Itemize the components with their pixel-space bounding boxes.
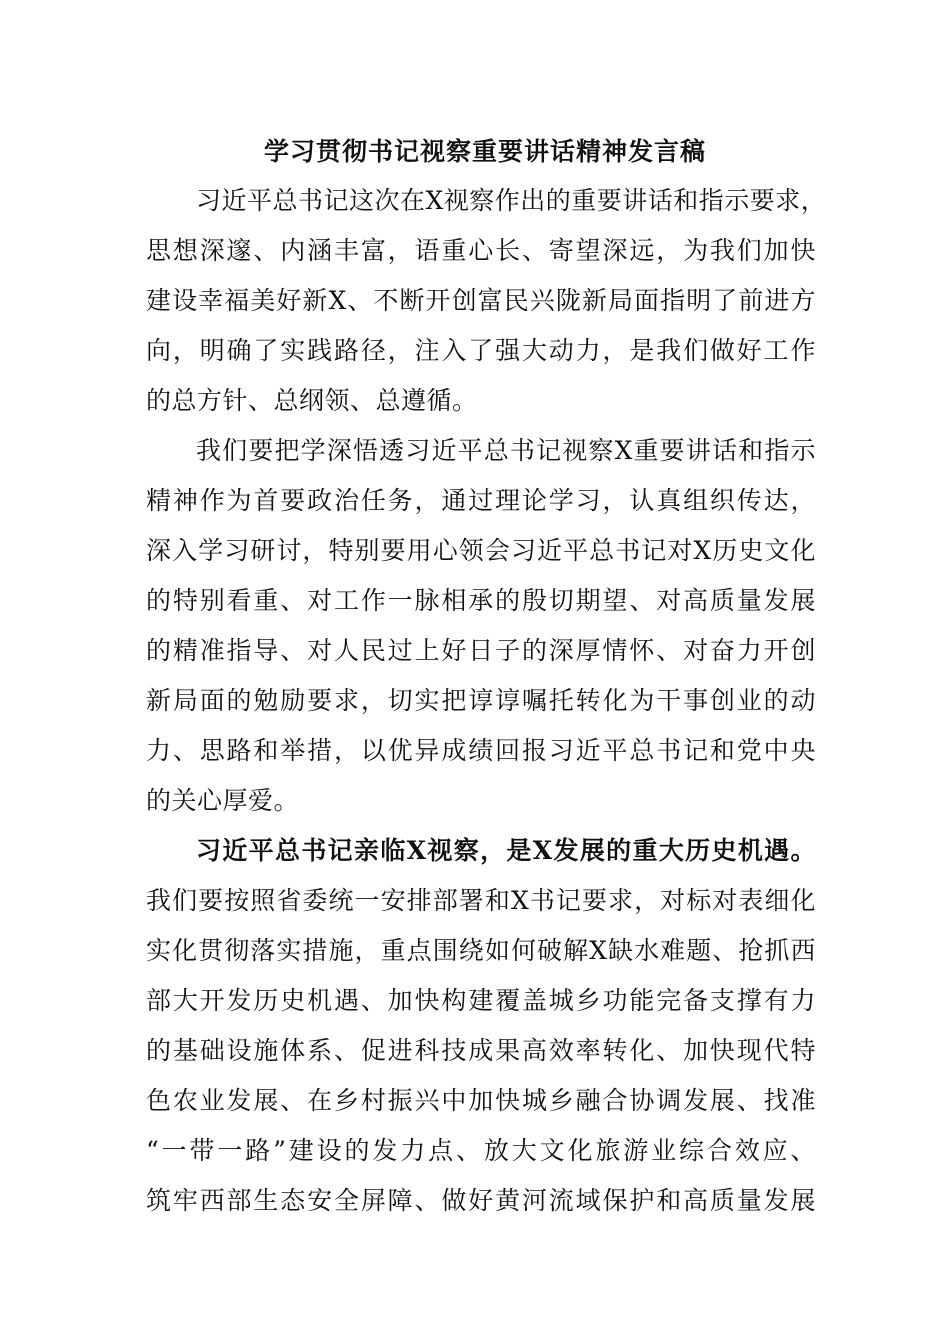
paragraph-2-line-4: 的特别看重、对工作一脉相承的殷切期望、对高质量发展 <box>146 586 816 615</box>
paragraph-1-line-1: 习近平总书记这次在X视察作出的重要讲话和指示要求， <box>196 186 827 215</box>
paragraph-1-line-4: 向，明确了实践路径，注入了强大动力，是我们做好工作 <box>146 336 816 365</box>
paragraph-3-line-3: 部大开发历史机遇、加快构建覆盖城乡功能完备支撑有力 <box>146 986 816 1015</box>
paragraph-3-line-5: 色农业发展、在乡村振兴中加快城乡融合协调发展、找准 <box>146 1086 816 1115</box>
paragraph-2-line-6: 新局面的勉励要求，切实把谆谆嘱托转化为干事创业的动 <box>146 686 816 715</box>
paragraph-2-line-3: 深入学习研讨，特别要用心领会习近平总书记对X历史文化 <box>146 536 816 565</box>
paragraph-1-line-3: 建设幸福美好新X、不断开创富民兴陇新局面指明了前进方 <box>146 286 816 315</box>
paragraph-3-line-4: 的基础设施体系、促进科技成果高效率转化、加快现代特 <box>146 1036 816 1065</box>
paragraph-3-heading: 习近平总书记亲临X视察，是X发展的重大历史机遇。 <box>196 836 816 865</box>
paragraph-2-line-8: 的关心厚爱。 <box>146 786 300 815</box>
paragraph-3-line-2: 实化贯彻落实措施，重点围绕如何破解X缺水难题、抢抓西 <box>146 936 816 965</box>
paragraph-3-line-7: 筑牢西部生态安全屏障、做好黄河流域保护和高质量发展 <box>146 1186 816 1215</box>
paragraph-2-line-5: 的精准指导、对人民过上好日子的深厚情怀、对奋力开创 <box>146 636 816 665</box>
paragraph-3-line-6: “一带一路”建设的发力点、放大文化旅游业综合效应、 <box>146 1136 816 1165</box>
paragraph-1-line-2: 思想深邃、内涵丰富，语重心长、寄望深远，为我们加快 <box>146 236 816 265</box>
paragraph-2-line-1: 我们要把学深悟透习近平总书记视察X重要讲话和指示 <box>196 436 816 465</box>
paragraph-2-line-2: 精神作为首要政治任务，通过理论学习，认真组织传达， <box>146 486 816 515</box>
paragraph-1-line-5: 的总方针、总纲领、总遵循。 <box>146 386 478 415</box>
document-title: 学习贯彻书记视察重要讲话精神发言稿 <box>263 137 706 166</box>
paragraph-3-line-1: 我们要按照省委统一安排部署和X书记要求，对标对表细化 <box>146 886 816 915</box>
paragraph-2-line-7: 力、思路和举措，以优异成绩回报习近平总书记和党中央 <box>146 736 816 765</box>
